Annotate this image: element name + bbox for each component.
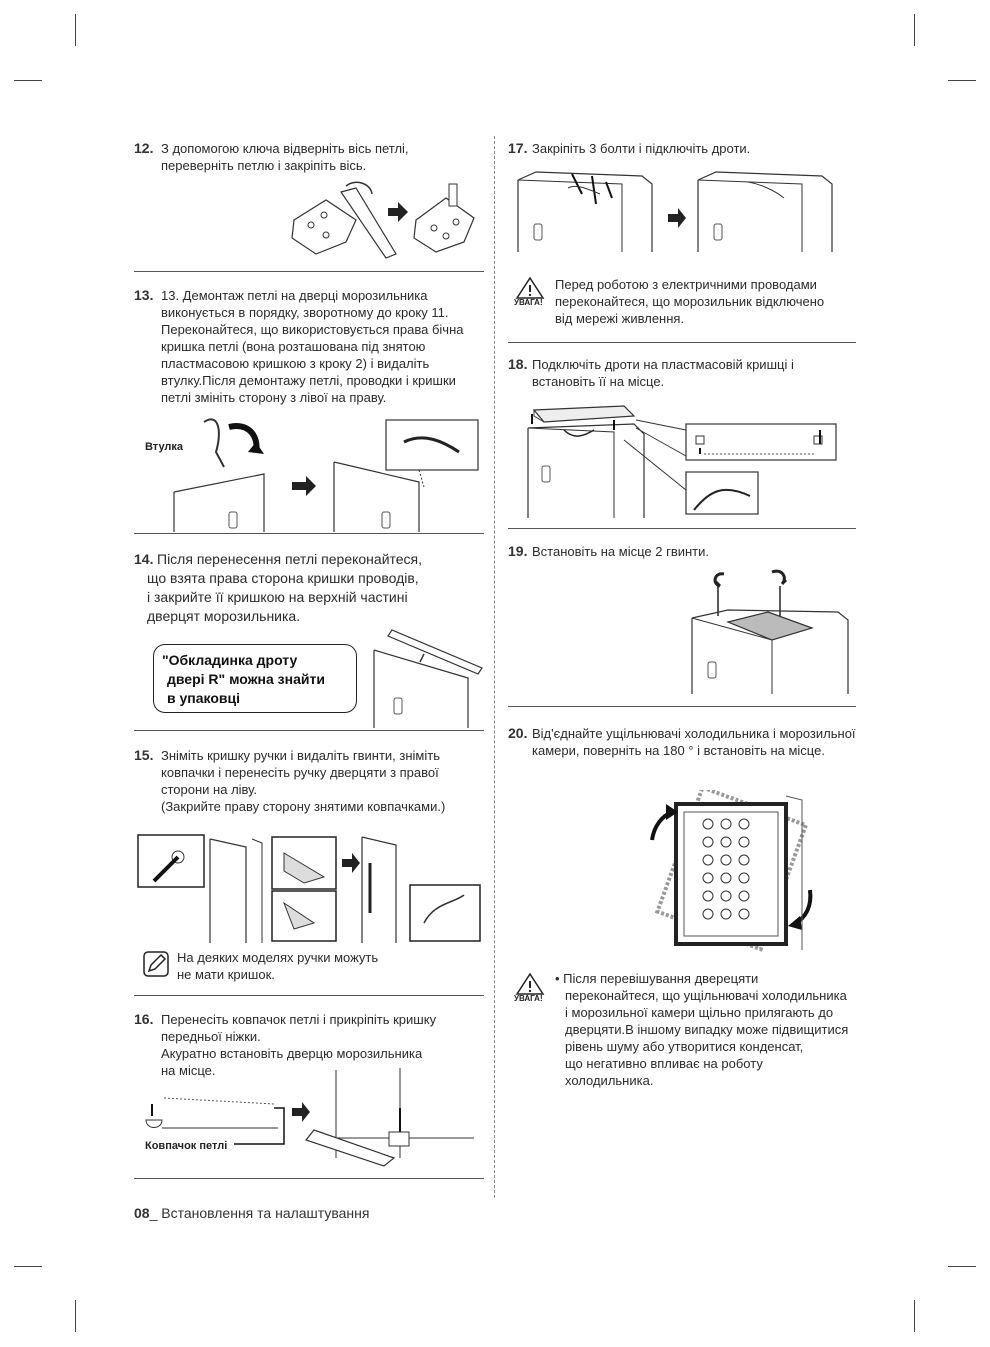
step-text-line: Від'єднайте ущільнювачі холодильника і морозильної [532,726,856,741]
section-rule [134,995,484,996]
step-19 [508,543,868,560]
warning-word: УВАГА! [514,994,543,1003]
step-text-line: передньої ніжки. [161,1029,261,1044]
bushing-label: Втулка [145,441,184,453]
step-text-line: що взята права сторона кришки проводів, [147,570,419,586]
section-rule [134,730,484,731]
step-text-line: ковпачки і перенесіть ручку дверцяти з правої [161,765,439,780]
crop-mark [948,1266,976,1267]
step-number: 12. [134,140,154,156]
step-text-line: кришка петлі (вона розташована під знятою [161,339,426,354]
wire-cover-illustration [514,400,838,518]
page-footer [134,1205,369,1221]
step-17 [508,140,868,157]
warning-word: УВАГА! [514,298,543,307]
step-number: 18. [508,356,528,372]
crop-mark [14,80,42,81]
step-13 [134,287,489,405]
step-number: 19. [508,543,528,559]
column-divider [494,136,495,1198]
crop-mark [75,1300,76,1332]
step-number: 16. [134,1011,154,1027]
step-number: 17. [508,140,528,156]
crop-mark [948,80,976,81]
gasket-rotation-illustration [646,790,826,952]
step-number: 15. [134,747,154,763]
step-text-line: Закріпіть 3 болти і підключіть дроти. [532,141,751,156]
cable-cover-illustration [372,628,484,728]
note-icon [143,951,169,977]
crop-mark [14,1266,42,1267]
step-text-line: Зніміть кришку ручки і видаліть гвинти, зніміть [161,748,440,763]
hinge-cap-label: Ковпачок петлі [145,1140,228,1152]
page-number: 08 [134,1205,150,1221]
warning-text: • Після перевішування дверецяти переконайтеся, що ущільнювачі холодильника і морозильної камери щільно прилягають до дверцяти.В іншому випадку може підвищитися рівень шуму або утворитися конденсат, що негативно впливає на роботу холодильника. [555,971,849,1088]
step-text-line: встановіть її на місце. [532,374,665,389]
step-12 [134,140,484,173]
step-text-line: дверцят морозильника. [147,608,301,624]
step-text-line: 13. Демонтаж петлі на дверці морозильника [161,288,428,303]
step-14 [134,550,489,624]
step-text-line: Перенесіть ковпачок петлі і прикріпіть кришку [161,1012,437,1027]
step-text-line: Акуратно встановіть дверцю морозильника [161,1046,423,1061]
step-text-line: втулку.Після демонтажу петлі, проводки і кришки [161,373,456,388]
warning-text: Перед роботою з електричними проводами переконайтеся, що морозильник відключено від мережі живлення. [555,277,825,326]
hinge-cap-illustration [134,1068,486,1168]
step-number: 13. [134,287,154,303]
crop-mark [914,14,915,46]
step-text-line: сторони на ліву. [161,782,257,797]
step-text-line: і закрийте її кришкою на верхній частині [147,589,408,605]
handle-note: На деяких моделях ручки можуть не мати кришок. [177,950,379,982]
step-text-line: Після перенесення петлі переконайтеся, [157,551,423,567]
crop-mark [914,1300,915,1332]
step-15 [134,747,489,814]
step-number: 20. [508,725,528,741]
step-text-line: переверніть петлю і закріпіть вісь. [161,158,367,173]
section-rule [134,1178,484,1179]
section-rule [508,706,856,707]
step-text-line: камери, поверніть на 180 ° і встановіть на місце. [532,743,825,758]
crop-mark [75,14,76,46]
handle-transfer-illustration [134,833,486,943]
step-number: 14. [134,551,154,567]
step-text-line: Подключіть дроти на пластмасовій кришці і [532,357,794,372]
bolt-fixing-illustration [512,164,834,252]
step-20 [508,725,888,758]
step-text-line: петлі змініть сторону з лівої на праву. [161,390,387,405]
section-rule [508,342,856,343]
section-rule [508,528,856,529]
footer-title: _ Встановлення та налаштування [149,1205,370,1221]
step-16 [134,1011,489,1078]
hinge-wrench-illustration [286,180,482,262]
step-text-line: виконується в порядку, зворотному до кроку 11. [161,305,449,320]
hinge-removal-illustration [134,412,486,532]
step-text-line: пластмасовою кришкою з кроку 2) і видаліть [161,356,430,371]
section-rule [134,533,484,534]
step-text-line: З допомогою ключа відверніть вісь петлі, [161,141,409,156]
step-18 [508,356,868,389]
step-text-line: Встановіть на місце 2 гвинти. [532,544,709,559]
step-text-line: (Закрийте праву сторону знятими ковпачками.) [161,799,446,814]
section-rule [134,271,484,272]
screw-install-illustration [688,566,852,694]
cable-cover-callout: "Обкладинка дроту двері R" можна знайти в упаковці [153,644,357,713]
step-text-line: на місце. [161,1063,216,1078]
step-text-line: Переконайтеся, що використовується права бічна [161,322,464,337]
